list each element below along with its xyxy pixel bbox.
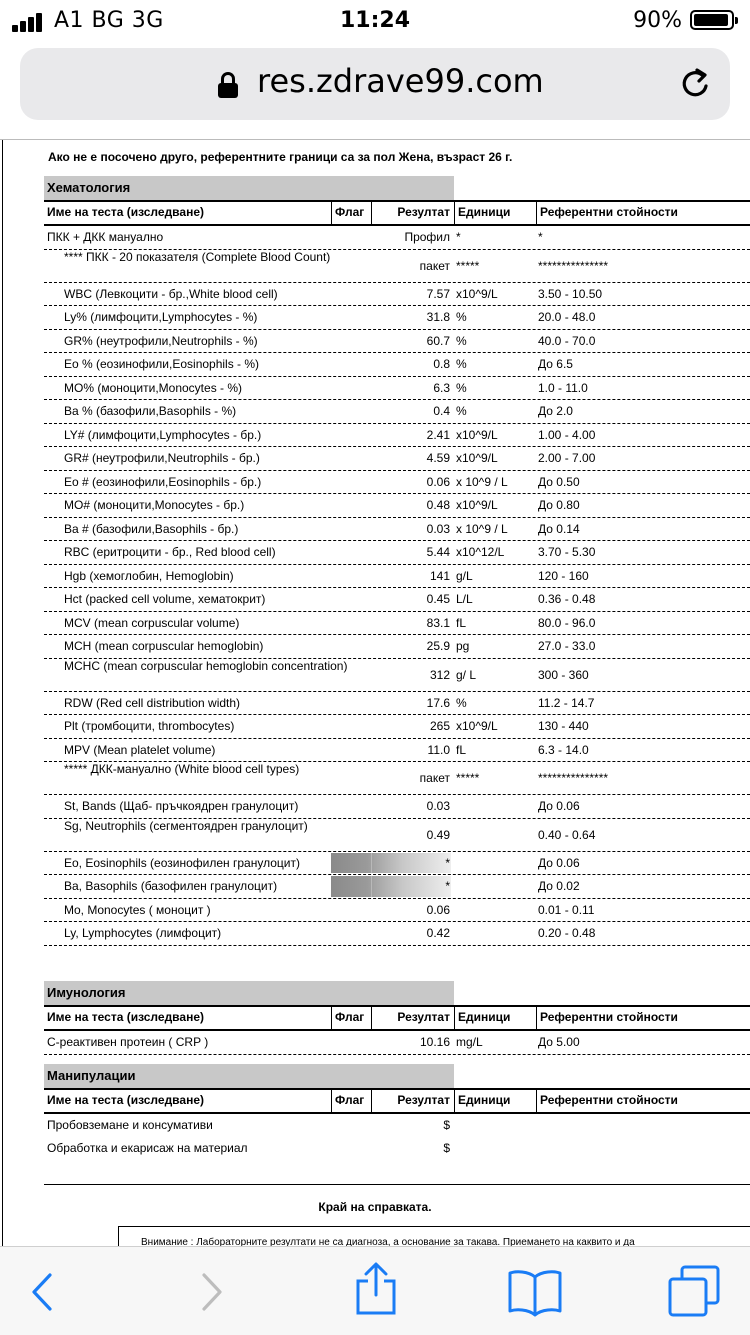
table-header (44, 200, 750, 226)
test-name: MCHC (mean corpuscular hemoglobin concentration) (64, 658, 348, 673)
table-row (44, 565, 750, 589)
test-unit: fL (456, 615, 467, 630)
test-unit: x10^9/L (456, 498, 498, 512)
col-ref-header: Референтни стойности (536, 1090, 750, 1112)
lock-icon (218, 72, 238, 98)
test-name: RBC (еритроцити - бр., Red blood cell) (64, 545, 276, 559)
report-end-line (44, 1184, 750, 1185)
test-name: GR% (неутрофили,Neutrophils - %) (64, 333, 258, 348)
test-name: MO% (моноцити,Monocytes - %) (64, 380, 243, 395)
table-row (44, 377, 750, 401)
test-reference: 11.2 - 14.7 (538, 695, 595, 710)
share-icon[interactable] (350, 1261, 402, 1317)
table-row (44, 1114, 750, 1137)
table-row (44, 762, 750, 795)
test-name: Ly% (лимфоцити,Lymphocytes - %) (64, 310, 258, 324)
test-name: RDW (Red cell distribution width) (64, 695, 241, 710)
table-row (44, 306, 750, 330)
col-unit-header: Единици (454, 1090, 538, 1112)
test-name: **** ПКК - 20 показателя (Complete Blood Count) (64, 249, 331, 264)
test-unit: % (456, 310, 467, 324)
test-reference: 1.00 - 4.00 (538, 427, 596, 442)
test-result: 0.45 (426, 592, 450, 606)
test-result: 0.42 (426, 926, 450, 940)
test-result: 10.16 (419, 1035, 450, 1049)
table-row (44, 226, 750, 250)
test-name: MPV (Mean platelet volume) (64, 742, 216, 757)
test-reference: 300 - 360 (538, 667, 589, 682)
test-reference: До 5.00 (538, 1035, 580, 1049)
test-name: Eo # (еозинофили,Eosinophils - бр.) (64, 474, 262, 489)
table-row (44, 659, 750, 692)
test-name: С-реактивен протеин ( CRP ) (47, 1035, 209, 1049)
test-result: 7.57 (426, 286, 450, 301)
test-reference: До 0.80 (538, 498, 580, 512)
test-result: Профил (404, 230, 450, 244)
warning-box (118, 1226, 750, 1246)
test-result: 31.8 (426, 310, 450, 324)
battery-icon (690, 10, 734, 30)
test-result: 2.41 (426, 427, 450, 442)
col-flag-header: Флаг (331, 202, 375, 224)
test-result: * (445, 855, 450, 870)
test-name: Ba, Basophils (базофилен гранулоцит) (64, 879, 278, 893)
test-result: 0.03 (426, 799, 450, 813)
test-reference: 6.3 - 14.0 (538, 742, 589, 757)
table-row (44, 518, 750, 542)
table-row (44, 471, 750, 495)
tabs-icon[interactable] (666, 1263, 722, 1319)
test-result: 11.0 (427, 742, 450, 757)
test-reference: До 0.02 (538, 879, 580, 893)
table-row (44, 353, 750, 377)
test-result: 0.06 (426, 902, 450, 917)
test-result: 25.9 (426, 639, 450, 653)
test-result: $ (443, 1140, 450, 1155)
test-reference: 130 - 440 (538, 719, 589, 733)
table-row (44, 852, 750, 876)
col-flag-header: Флаг (331, 1090, 375, 1112)
section-title: Хематология (44, 176, 454, 200)
col-ref-header: Референтни стойности (536, 1007, 750, 1029)
test-reference: *************** (538, 771, 609, 785)
test-unit: % (456, 357, 467, 371)
test-unit: x10^9/L (456, 286, 498, 301)
test-unit: mg/L (456, 1035, 483, 1049)
test-name: ***** ДКК-мануално (White blood cell types) (64, 762, 300, 776)
test-unit: pg (456, 639, 470, 653)
test-reference: До 2.0 (538, 404, 573, 418)
test-result: 0.4 (433, 404, 450, 418)
test-unit: g/L (456, 568, 473, 583)
table-row (44, 541, 750, 565)
test-name: MCV (mean corpuscular volume) (64, 615, 240, 630)
col-unit-header: Единици (454, 202, 538, 224)
test-name: Пробовземане и консумативи (47, 1118, 213, 1132)
table-row (44, 330, 750, 354)
browser-toolbar (0, 1246, 750, 1335)
col-name-header: Име на теста (изследване) (47, 205, 204, 219)
test-name: Sg, Neutrophils (сегментоядрен гранулоцит) (64, 818, 308, 833)
status-bar (0, 0, 750, 42)
table-row (44, 819, 750, 852)
report-document (0, 140, 750, 1246)
test-unit: x 10^9 / L (456, 474, 508, 489)
table-row (44, 283, 750, 307)
test-name: Hct (packed cell volume, хематокрит) (64, 592, 266, 606)
test-result: $ (443, 1118, 450, 1132)
test-name: ПКК + ДКК мануално (47, 230, 164, 244)
test-reference: До 0.06 (538, 799, 580, 813)
test-unit: x10^9/L (456, 427, 498, 442)
test-unit: % (456, 695, 467, 710)
bookmarks-icon[interactable] (506, 1267, 564, 1317)
col-result-header: Резултат (371, 1007, 450, 1029)
back-icon[interactable] (18, 1267, 68, 1317)
table-row (44, 795, 750, 819)
table-row (44, 588, 750, 612)
test-reference: * (538, 230, 543, 244)
test-name: Hgb (хемоглобин, Hemoglobin) (64, 568, 234, 583)
reload-icon[interactable] (678, 66, 714, 102)
test-unit: % (456, 380, 467, 395)
table-row (44, 635, 750, 659)
warning-text: Внимание : Лабораторните резултати не са диагноза, а основание за такава. Приемането на каквито и да (141, 1237, 635, 1246)
col-ref-header: Референтни стойности (536, 202, 750, 224)
forward-icon[interactable] (186, 1267, 236, 1317)
test-reference: 27.0 - 33.0 (538, 639, 596, 653)
test-unit: x10^9/L (456, 451, 498, 465)
table-row (44, 739, 750, 763)
test-reference: 3.70 - 5.30 (538, 545, 596, 559)
table-row (44, 424, 750, 448)
test-result: 0.48 (426, 498, 450, 512)
test-reference: 20.0 - 48.0 (538, 310, 596, 324)
test-result: 265 (429, 719, 450, 733)
test-unit: fL (456, 742, 467, 757)
table-row (44, 400, 750, 424)
test-name: Ba % (базофили,Basophils - %) (64, 404, 237, 418)
test-reference: До 0.50 (538, 474, 580, 489)
test-result: 141 (429, 568, 450, 583)
test-result: 5.44 (426, 545, 450, 559)
table-row (44, 447, 750, 471)
test-result: * (445, 879, 450, 893)
test-unit: x10^12/L (456, 545, 505, 559)
test-reference: 40.0 - 70.0 (538, 333, 596, 348)
test-result: 0.49 (426, 827, 450, 842)
test-result: пакет (419, 258, 450, 273)
col-result-header: Резултат (371, 1090, 450, 1112)
test-result: 312 (429, 667, 450, 682)
test-reference: 3.50 - 10.50 (538, 286, 603, 301)
test-reference: 0.40 - 0.64 (538, 827, 596, 842)
test-name: St, Bands (Щаб- пръчкоядрен гранулоцит) (64, 799, 299, 813)
test-name: WBC (Левкоцити - бр.,White blood cell) (64, 286, 278, 301)
test-reference: 0.20 - 0.48 (538, 926, 596, 940)
url-text[interactable]: res.zdrave99.com (257, 62, 544, 100)
test-reference: До 0.14 (538, 521, 580, 536)
test-result: 17.6 (426, 695, 450, 710)
table-header (44, 1088, 750, 1114)
address-bar[interactable] (20, 48, 730, 120)
test-reference: 1.0 - 11.0 (538, 380, 588, 395)
col-flag-header: Флаг (331, 1007, 375, 1029)
test-unit: L/L (456, 592, 473, 606)
table-row (44, 250, 750, 283)
test-name: Eo % (еозинофили,Eosinophils - %) (64, 357, 260, 371)
test-name: MCH (mean corpuscular hemoglobin) (64, 639, 264, 653)
test-name: Ly, Lymphocytes (лимфоцит) (64, 926, 222, 940)
test-unit: ***** (456, 258, 480, 273)
test-name: GR# (неутрофили,Neutrophils - бр.) (64, 451, 260, 465)
clock: 11:24 (339, 8, 411, 33)
battery-percent: 90% (633, 8, 682, 33)
table-row (44, 922, 750, 946)
table-row (44, 612, 750, 636)
col-unit-header: Единици (454, 1007, 538, 1029)
test-name: Ba # (базофили,Basophils - бр.) (64, 521, 239, 536)
test-reference: *************** (538, 258, 609, 273)
section-immunology (44, 981, 750, 1055)
table-header (44, 1005, 750, 1031)
page-border (2, 140, 3, 1246)
table-row (44, 899, 750, 923)
section-manipulations (44, 1064, 750, 1159)
test-result: 83.1 (426, 615, 450, 630)
table-row (44, 692, 750, 716)
test-unit: x 10^9 / L (456, 521, 508, 536)
test-reference: 0.01 - 0.11 (538, 902, 595, 917)
table-row (44, 715, 750, 739)
test-reference: 2.00 - 7.00 (538, 451, 596, 465)
col-name-header: Име на теста (изследване) (47, 1093, 204, 1107)
test-unit: % (456, 333, 467, 348)
test-result: 0.8 (433, 357, 450, 371)
test-reference: 80.0 - 96.0 (538, 615, 596, 630)
col-result-header: Резултат (371, 202, 450, 224)
test-name: Eo, Eosinophils (еозинофилен гранулоцит) (64, 855, 300, 870)
table-row (44, 1137, 750, 1160)
test-result: 6.3 (433, 380, 450, 395)
test-result: 0.03 (426, 521, 450, 536)
test-reference: 120 - 160 (538, 568, 589, 583)
col-name-header: Име на теста (изследване) (47, 1010, 204, 1024)
section-title: Манипулации (44, 1064, 454, 1088)
test-result: 4.59 (426, 451, 450, 465)
test-unit: ***** (456, 771, 480, 785)
table-row (44, 494, 750, 518)
test-unit: * (456, 230, 461, 244)
test-reference: До 0.06 (538, 855, 580, 870)
test-unit: g/ L (456, 667, 477, 682)
carrier-label: A1 BG 3G (54, 8, 164, 33)
test-unit: % (456, 404, 467, 418)
test-name: Обработка и екарисаж на материал (47, 1140, 248, 1155)
test-name: Plt (тромбоцити, thrombocytes) (64, 719, 235, 733)
test-name: Mo, Monocytes ( моноцит ) (64, 902, 211, 917)
test-name: MO# (моноцити,Monocytes - бр.) (64, 498, 245, 512)
test-reference: До 6.5 (538, 357, 573, 371)
test-reference: 0.36 - 0.48 (538, 592, 596, 606)
test-result: 60.7 (426, 333, 450, 348)
section-hematology (44, 176, 750, 946)
test-name: LY# (лимфоцити,Lymphocytes - бр.) (64, 427, 262, 442)
test-unit: x10^9/L (456, 719, 498, 733)
report-end-text: Край на справката. (318, 1200, 432, 1214)
test-result: пакет (419, 771, 450, 785)
table-row (44, 875, 750, 899)
test-result: 0.06 (426, 474, 450, 489)
report-note: Ако не е посочено друго, референтните граници са за пол Жена, възраст 26 г. (48, 150, 513, 164)
table-row (44, 1031, 750, 1055)
section-title: Имунология (44, 981, 454, 1005)
